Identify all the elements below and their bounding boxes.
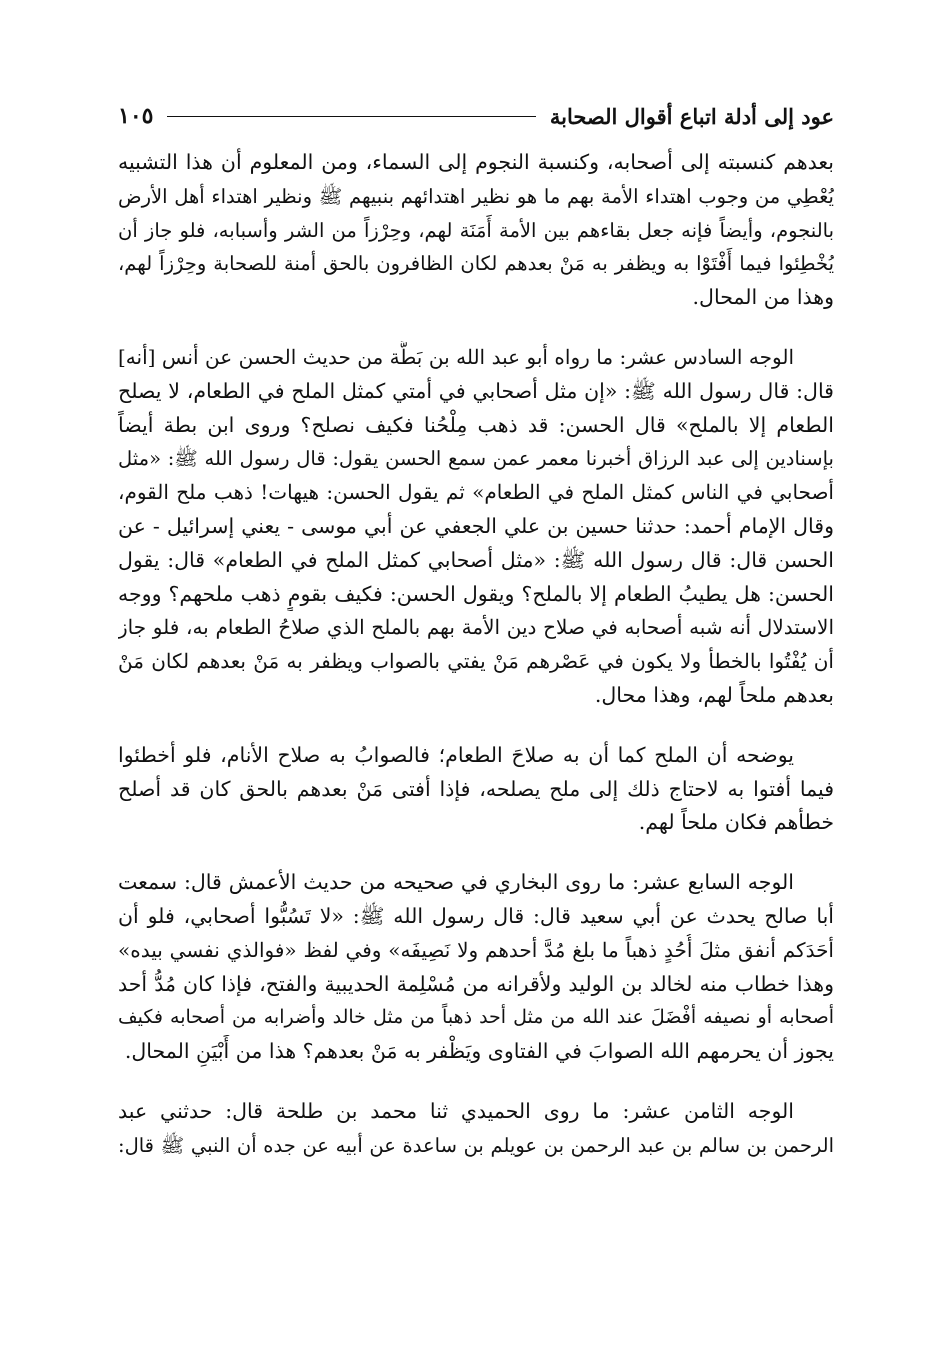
header-rule [167, 116, 535, 117]
paragraph-gap [118, 315, 834, 341]
text-line: بإسنادين إلى عبد الرزاق أخبرنا معمر عمن سمع الحسن يقول: قال رسول الله ﷺ: «مثل [118, 447, 834, 471]
text-line: يُخْطِئوا فيما أَفْتَوْا به ويظفر به مَنْ بعدهم لكان الظافرون بالحق أمنة للصحابة وحِرْزاً لهم، [118, 252, 834, 276]
paragraph-gap [118, 840, 834, 866]
text-line: وهذا خطاب منه لخالد بن الوليد ولأقرانه من مُسْلِمة الحديبية والفتح، فإذا كان مُدُّ أحد [118, 971, 834, 996]
text-line: الرحمن بن سالم بن عبد الرحمن بن عويلم بن ساعدة عن أبيه عن جده أن النبي ﷺ قال: [118, 1133, 834, 1157]
page-number: ١٠٥ [118, 103, 154, 129]
text-line: الوجه السادس عشر: ما رواه أبو عبد الله بن بَطَّة من حديث الحسن عن أنس [أنه] [118, 344, 794, 369]
text-line: يجوز أن يحرمهم الله الصوابَ في الفتاوى ويَظْفر به مَنْ بعدهم؟ هذا من أَبْيَنِ المحال. [124, 1039, 834, 1064]
paragraph-gap [118, 713, 834, 739]
text-line: الحسن: هل يطيبُ الطعام إلا بالملح؟ ويقول الحسن: فكيف بقومٍ ذهب ملحهم؟ ووجه [118, 581, 834, 606]
text-line: خطأهم فكان ملحاً لهم. [638, 810, 834, 835]
text-line: وقال الإمام أحمد: حدثنا حسين بن علي الجعفي عن أبي موسى - يعني إسرائيل - عن [118, 513, 834, 538]
text-line: الاستدلال أنه شبه أصحابه في صلاح دين الأمة بهم بالملح الذي صلاحُ الطعام به، فلو جاز [118, 615, 834, 640]
text-line: بعدهم ملحاً لهم، وهذا محال. [594, 682, 834, 707]
text-line: أبا صالح يحدث عن أبي سعيد قال: قال رسول الله ﷺ: «لا تَسُبُّوا أصحابي، فلو أن [118, 903, 834, 928]
text-line: أصحابي في الناس كمثل الملح في الطعام» ثم يقول الحسن: هيهات! ذهب ملح القوم، [118, 480, 834, 505]
text-line: يوضحه أن الملح كما أن به صلاحَ الطعام؛ فالصوابُ به صلاح الأنام، فلو أخطئوا [118, 742, 794, 767]
paragraph-4 [118, 866, 834, 1069]
text-line: أن يُفْتُوا بالخطأ ولا يكون في عَصْرهم مَنْ يفتي بالصواب ويظفر به مَنْ بعدهم لكان مَنْ [118, 649, 834, 674]
page-header [118, 98, 834, 134]
paragraph-2 [118, 341, 834, 713]
paragraph-5 [118, 1095, 834, 1163]
text-line: وهذا من المحال. [692, 285, 834, 310]
text-line: بالنجوم، وأيضاً فإنه جعل بقاءهم بين الأمة أَمَنَة لهم، وحِرْزاً من الشر وأسبابه، فلو جاز أن [118, 218, 834, 242]
text-line: الوجه الثامن عشر: ما روى الحميدي ثنا محمد بن طلحة قال: حدثني عبد [118, 1098, 794, 1123]
paragraph-gap [118, 1069, 834, 1095]
text-line: فيما أفتوا به لاحتاج ذلك إلى ملح يصلحه، فإذا أفتى مَنْ بعدهم بالحق كان قد أصلح [118, 776, 834, 801]
paragraph-3 [118, 739, 834, 840]
text-line: أحَدَكم أنفق مثلَ أُحُدٍ ذهباً ما بلغ مُدَّ أحدهم ولا نَصِيفَه» وفي لفظ «فوالذي نفسي بيده» [118, 937, 834, 962]
text-line: الحسن قال: قال رسول الله ﷺ: «مثل أصحابي كمثل الملح في الطعام» قال: يقول [118, 547, 834, 572]
body-text [118, 146, 834, 1163]
text-line: يُعْطِي من وجوب اهتداء الأمة بهم ما هو نظير اهتدائهم بنبيهم ﷺ ونظير اهتداء أهل الأرض [118, 184, 834, 208]
text-line: أصحابه أو نصيفه أفْضَلَ عند الله من مثل أحد ذهباً من مثل خالد وأضرابه من أصحابه فكيف [118, 1006, 834, 1029]
text-line: الطعام إلا بالملح» قال الحسن: قد ذهب مِلْحُنا فكيف نصلح؟ وروى ابن بطة أيضاً [118, 412, 834, 437]
running-title: عود إلى أدلة اتباع أقوال الصحابة [549, 103, 834, 129]
text-line: قال: قال رسول الله ﷺ: «إن مثل أصحابي في أمتي كمثل الملح في الطعام، لا يصلح [118, 378, 834, 403]
paragraph-1 [118, 146, 834, 315]
text-line: الوجه السابع عشر: ما روى البخاري في صحيحه من حديث الأعمش قال: سمعت [118, 870, 794, 895]
text-line: بعدهم كنسبته إلى أصحابه، وكنسبة النجوم إلى السماء، ومن المعلوم أن هذا التشبيه [118, 150, 834, 174]
